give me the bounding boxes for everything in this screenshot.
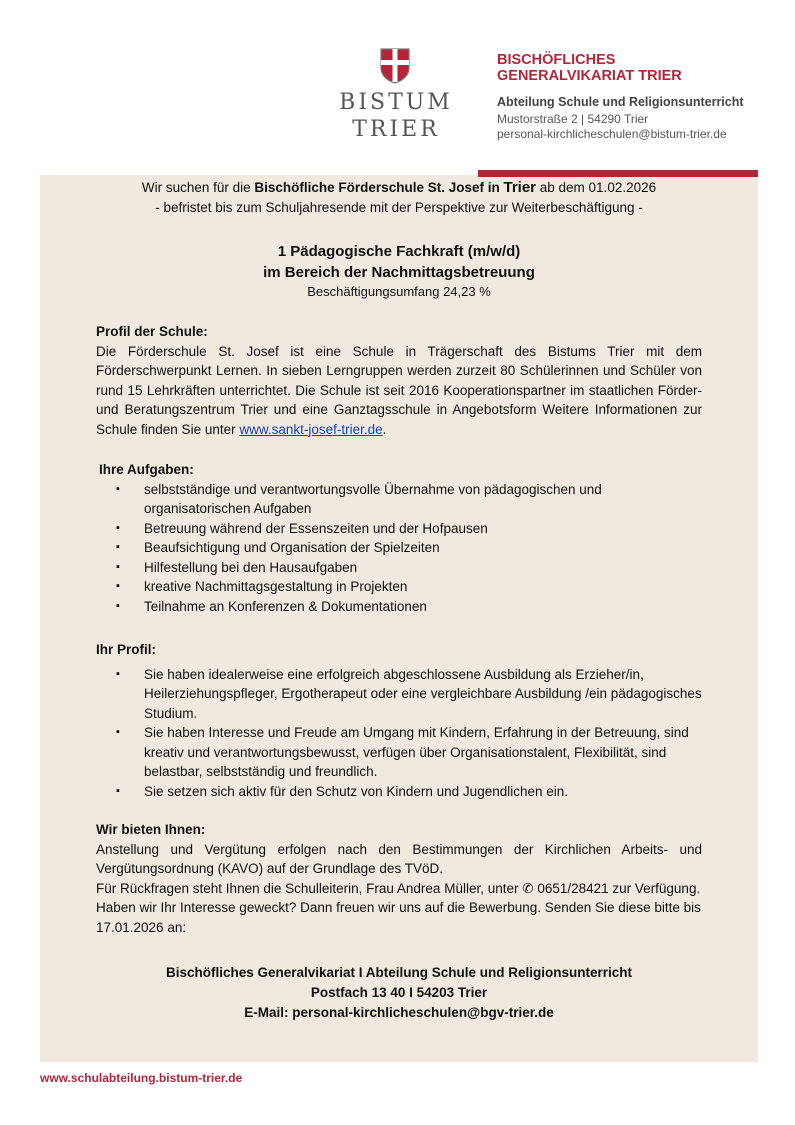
letterhead [0, 0, 795, 170]
section-school-profile [96, 322, 702, 439]
school-name: Bischöfliche Förderschule St. Josef in [254, 180, 500, 195]
employment-scope: Beschäftigungsumfang 24,23 % [307, 284, 491, 299]
intro [40, 178, 758, 218]
profile-item: ▪ Sie setzen sich aktiv für den Schutz von Kindern und Jugendlichen ein. [116, 782, 702, 802]
intro-line-2: - befristet bis zum Schuljahresende mit der Perspektive zur Weiterbeschäftigung - [155, 200, 643, 215]
organization-name [497, 52, 682, 84]
department-name: Abteilung Schule und Religionsunterricht [497, 95, 744, 109]
intro-prefix: Wir suchen für die [141, 180, 255, 195]
job-title-line-1: 1 Pädagogische Fachkraft (m/w/d) [277, 243, 521, 260]
school-profile-period: . [382, 421, 387, 437]
contact-line-1: Bischöfliches Generalvikariat I Abteilung Schule und Religionsunterricht [165, 965, 633, 980]
postal-address: Mustorstraße 2 | 54290 Trier [497, 112, 649, 126]
job-title [40, 241, 758, 283]
footer-website: www.schulabteilung.bistum-trier.de [40, 1071, 243, 1085]
diocese-shield-icon [380, 48, 410, 84]
header-email: personal-kirchlicheschulen@bistum-trier.de [497, 127, 727, 141]
profile-item: ▪ Sie haben idealerweise eine erfolgreich abgeschlossene Ausbildung als Erzieher/in, Heilerziehungspfleger, Ergotherapeut oder eine vergleichbare Ausbildung /ein pädagogisches Studium. [116, 665, 702, 724]
task-item: ▪ selbstständige und verantwortungsvolle Übernahme von pädagogischen und organisatorischen Aufgaben [116, 480, 702, 519]
logo-word-bistum: BISTUM [339, 90, 453, 115]
accent-bar [478, 170, 758, 177]
task-item: ▪ Betreuung während der Essenszeiten und der Hofpausen [116, 519, 702, 539]
contact-email: E-Mail: personal-kirchlicheschulen@bgv-trier.de [244, 1005, 554, 1020]
intro-line-1 [40, 178, 758, 198]
task-item: ▪ Teilnahme an Konferenzen & Dokumentationen [116, 597, 702, 617]
task-item: ▪ Hilfestellung bei den Hausaufgaben [116, 558, 702, 578]
profile-list [96, 665, 702, 802]
application-contact [40, 963, 758, 1023]
section-tasks [96, 460, 702, 616]
contact-line-2: Postfach 13 40 I 54203 Trier [310, 985, 488, 1000]
offer-text-2 [96, 879, 702, 899]
offer-text-1: Anstellung und Vergütung erfolgen nach den Bestimmungen der Kirchlichen Arbeits- und Vergütungsordnung (KAVO) auf der Grundlage des TVöD. [96, 841, 702, 876]
offer-heading: Wir bieten Ihnen: [96, 822, 206, 837]
task-item: ▪ Beaufsichtigung und Organisation der Spielzeiten [116, 538, 702, 558]
phone-number: 0651/28421 [537, 880, 609, 896]
profile-heading: Ihr Profil: [96, 642, 156, 657]
profile-item: ▪ Sie haben Interesse und Freude am Umgang mit Kindern, Erfahrung in der Betreuung, sind kreativ und verantwortungsbewusst, verfügen über Organisationstalent, Flexibilität, sind belastbar, selbstständig und freundlich. [116, 723, 702, 782]
inquiry-text: Für Rückfragen steht Ihnen die Schulleiterin, Frau Andrea Müller, unter [96, 880, 523, 896]
start-date: ab dem 01.02.2026 [536, 180, 657, 195]
logo-word-trier: TRIER [352, 117, 440, 142]
school-city: Trier [503, 179, 537, 196]
task-item: ▪ kreative Nachmittagsgestaltung in Projekten [116, 577, 702, 597]
school-profile-heading: Profil der Schule: [96, 324, 208, 339]
org-line-1: BISCHÖFLICHES [497, 52, 616, 68]
school-profile-text [96, 342, 702, 440]
offer-text-3: Haben wir Ihr Interesse geweckt? Dann freuen wir uns auf die Bewerbung. Senden Sie diese bitte bis 17.01.2026 an: [96, 900, 701, 935]
inquiry-tail: zur Verfügung. [608, 880, 701, 896]
org-line-2: GENERALVIKARIAT TRIER [497, 68, 682, 84]
section-offer [96, 820, 702, 937]
tasks-heading: Ihre Aufgaben: [99, 462, 194, 477]
school-website-link[interactable]: www.sankt-josef-trier.de [239, 421, 383, 437]
phone-icon: ✆ [522, 880, 534, 896]
section-profile [96, 640, 702, 801]
tasks-list [96, 480, 702, 617]
school-profile-body: Die Förderschule St. Josef ist eine Schule in Trägerschaft des Bistums Trier mit dem Förderschwerpunkt Lernen. In sieben Lerngruppen werden zurzeit 80 Schülerinnen und Schüler von rund 15 Lehrkräften unterrichtet. Die Schule ist seit 2016 Kooperationspartner im staatlichen Förder- und Beratungszentrum Trier und eine Ganztagsschule in Angebotsform Weitere Informationen zur Schule finden Sie unter [96, 343, 702, 437]
job-title-line-2: im Bereich der Nachmittagsbetreuung [263, 264, 535, 281]
